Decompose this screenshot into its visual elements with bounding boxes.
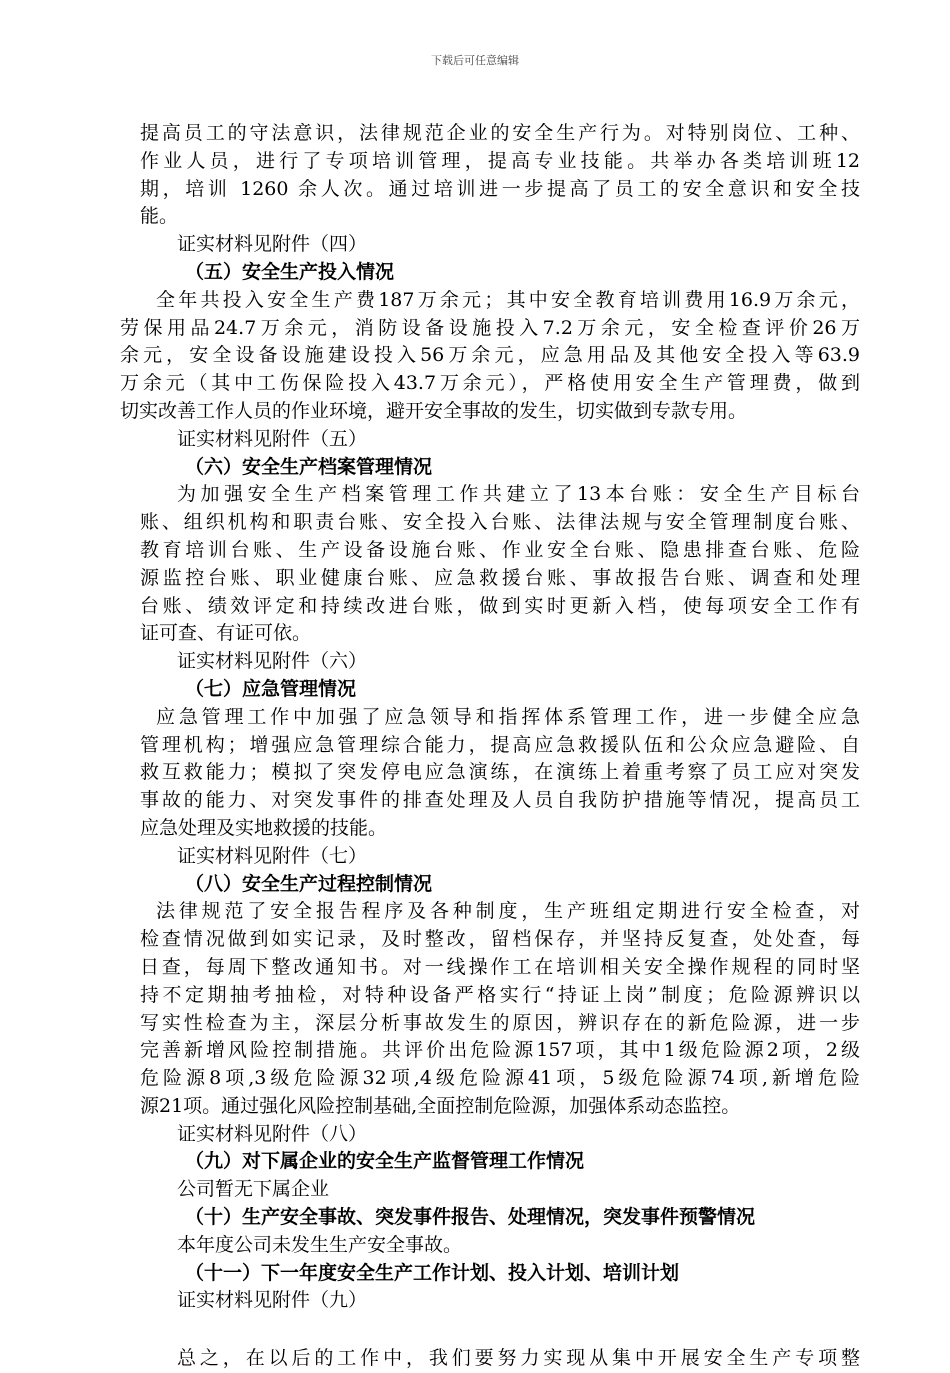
section-heading: （七）应急管理情况 <box>185 677 357 700</box>
paragraph-line: 证实材料见附件（九） <box>177 1289 368 1312</box>
paragraph-line: 证可查、有证可依。 <box>140 622 312 645</box>
page-header: 下载后可任意编辑 <box>431 54 519 67</box>
paragraph-line: 危险源8项,3级危险源32项,4级危险源41项，5级危险源74项,新增危险 <box>140 1067 860 1090</box>
paragraph-line: 管理机构；增强应急管理综合能力，提高应急救援队伍和公众应急避险、自 <box>140 733 860 756</box>
paragraph-line: 救互救能力；模拟了突发停电应急演练，在演练上着重考察了员工应对突发 <box>140 761 860 784</box>
paragraph-line: 完善新增风险控制措施。共评价出危险源157项，其中1级危险源2项，2级 <box>140 1039 860 1062</box>
paragraph-line: 证实材料见附件（四） <box>177 233 368 256</box>
paragraph-line: 源监控台账、职业健康台账、应急救援台账、事故报告台账、调查和处理 <box>140 566 860 589</box>
paragraph-line: 切实改善工作人员的作业环境，避开安全事故的发生，切实做到专款专用。 <box>120 399 748 422</box>
section-heading: （九）对下属企业的安全生产监督管理工作情况 <box>185 1150 585 1173</box>
section-heading: （八）安全生产过程控制情况 <box>185 872 433 895</box>
paragraph-line: 账、组织机构和职责台账、安全投入台账、法律法规与安全管理制度台账、 <box>140 511 860 534</box>
paragraph-line: 劳保用品24.7万余元，消防设备设施投入7.2万余元，安全检查评价26万 <box>120 316 860 339</box>
section-heading: （六）安全生产档案管理情况 <box>185 455 433 478</box>
paragraph-line: 全年共投入安全生产费187万余元；其中安全教育培训费用16.9万余元， <box>156 288 860 311</box>
paragraph-line: 作业人员，进行了专项培训管理，提高专业技能。共举办各类培训班12 <box>140 149 860 172</box>
paragraph-line: 证实材料见附件（八） <box>177 1122 368 1145</box>
paragraph-line: 应急管理工作中加强了应急领导和指挥体系管理工作，进一步健全应急 <box>156 705 860 728</box>
paragraph-line: 检查情况做到如实记录，及时整改，留档保存，并坚持反复查，处处查，每 <box>140 928 860 951</box>
paragraph-line: 期，培训 1260 余人次。通过培训进一步提高了员工的安全意识和安全技 <box>140 177 860 200</box>
paragraph-line: 证实材料见附件（五） <box>177 427 368 450</box>
paragraph-line: 源21项。通过强化风险控制基础,全面控制危险源，加强体系动态监控。 <box>140 1094 741 1117</box>
paragraph-line: 写实性检查为主，深层分析事故发生的原因，辨识存在的新危险源，进一步 <box>140 1011 860 1034</box>
paragraph-line: 总之，在以后的工作中，我们要努力实现从集中开展安全生产专项整 <box>177 1347 860 1370</box>
paragraph-line: 教育培训台账、生产设备设施台账、作业安全台账、隐患排查台账、危险 <box>140 538 860 561</box>
paragraph-line: 日查，每周下整改通知书。对一线操作工在培训相关安全操作规程的同时坚 <box>140 955 860 978</box>
paragraph-line: 证实材料见附件（六） <box>177 650 368 673</box>
paragraph-line: 台账、绩效评定和持续改进台账，做到实时更新入档，使每项安全工作有 <box>140 594 860 617</box>
paragraph-line: 提高员工的守法意识，法律规范企业的安全生产行为。对特别岗位、工种、 <box>140 122 860 144</box>
section-heading: （十一）下一年度安全生产工作计划、投入计划、培训计划 <box>185 1261 680 1284</box>
paragraph-line: 法律规范了安全报告程序及各种制度，生产班组定期进行安全检查，对 <box>156 900 860 923</box>
paragraph-line: 公司暂无下属企业 <box>177 1178 330 1201</box>
paragraph-line: 证实材料见附件（七） <box>177 844 368 867</box>
paragraph-line: 应急处理及实地救援的技能。 <box>140 816 388 839</box>
paragraph-line: 余元，安全设备设施建设投入56万余元，应急用品及其他安全投入等63.9 <box>120 344 860 367</box>
paragraph-line: 能。 <box>140 205 179 228</box>
section-heading: （十）生产安全事故、突发事件报告、处理情况，突发事件预警情况 <box>185 1206 756 1229</box>
paragraph-line: 本年度公司未发生生产安全事故。 <box>177 1233 463 1256</box>
paragraph-line: 持不定期抽考抽检，对特种设备严格实行“持证上岗”制度；危险源辨识以 <box>140 983 860 1006</box>
paragraph-line: 事故的能力、对突发事件的排查处理及人员自我防护措施等情况，提高员工 <box>140 789 860 812</box>
section-heading: （五）安全生产投入情况 <box>185 260 395 283</box>
document-body <box>120 120 860 1373</box>
paragraph-line: 万余元（其中工伤保险投入43.7万余元），严格使用安全生产管理费，做到 <box>120 372 860 395</box>
blank-line <box>140 1315 860 1345</box>
paragraph-line: 为加强安全生产档案管理工作共建立了13本台账：安全生产目标台 <box>177 483 860 506</box>
